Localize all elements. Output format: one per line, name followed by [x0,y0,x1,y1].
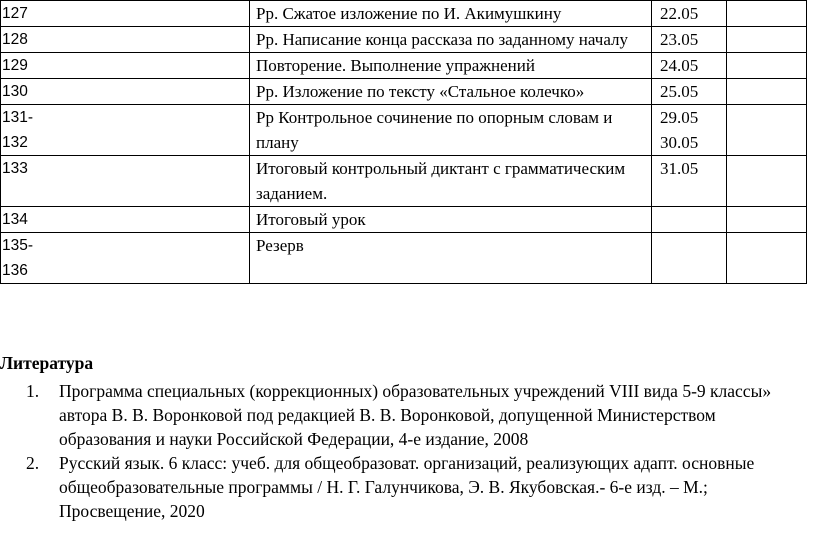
lesson-number-cell [1,53,250,79]
lesson-date-cell [652,1,727,27]
lesson-number: 128 [2,31,28,48]
literature-text: Русский язык. 6 класс: учеб. для общеобразоват. организаций, реализующих адапт. основные общеобразовательные программы / Н. Г. Галунчикова, Э. В. Якубовская.- 6-е изд. – М.; Просвещение, 2020 [59,453,755,521]
lesson-date: 29.05 [660,108,699,127]
lesson-number-cell [1,207,250,233]
lesson-note-cell [727,53,807,79]
lesson-topic: Повторение. Выполнение упражнений [250,53,652,79]
lesson-number-cell [1,27,250,53]
lesson-date-cell [652,233,727,284]
lesson-number: 134 [2,211,28,228]
lesson-number: 136 [2,262,28,279]
literature-text: Программа специальных (коррекционных) образовательных учреждений VIII вида 5-9 классы» автора В. В. Воронковой под редакцией В. В. Воронковой, допущенной Министерством образования и науки Российской Федерации, 4-е издание, 2008 [59,381,772,449]
table-row [1,79,807,105]
lesson-number-cell [1,233,250,284]
lesson-topic: Рр. Изложение по тексту «Стальное колечко» [250,79,652,105]
lesson-date: 22.05 [660,4,699,23]
lesson-number: 132 [2,134,28,151]
lesson-number: 131- [2,109,34,126]
table-row [1,105,807,156]
lesson-date: 25.05 [660,82,699,101]
lesson-topic: Итоговый контрольный диктант с грамматическим заданием. [250,156,652,207]
lesson-note-cell [727,105,807,156]
lesson-date: 30.05 [660,133,699,152]
lesson-date-cell [652,53,727,79]
lesson-number-cell [1,1,250,27]
table-row [1,207,807,233]
literature-item [0,379,804,451]
lesson-number-cell [1,79,250,105]
table-row [1,156,807,207]
literature-section [0,351,816,523]
lesson-topic: Рр. Сжатое изложение по И. Акимушкину [250,1,652,27]
lesson-date-cell [652,207,727,233]
lesson-number-cell [1,156,250,207]
lesson-date-cell [652,105,727,156]
literature-title: Литература [0,353,94,373]
lesson-number: 127 [2,5,28,22]
lesson-topic: Рр. Написание конца рассказа по заданному началу [250,27,652,53]
literature-list [0,379,816,523]
list-number: 1. [26,381,40,401]
table-row [1,233,807,284]
lesson-note-cell [727,207,807,233]
lesson-note-cell [727,79,807,105]
table-row [1,27,807,53]
lesson-date: 31.05 [660,159,699,178]
lesson-topic: Рр Контрольное сочинение по опорным словам и плану [250,105,652,156]
lesson-number: 135- [2,237,34,254]
lesson-number-cell [1,105,250,156]
lesson-date-cell [652,79,727,105]
lesson-note-cell [727,1,807,27]
list-number: 2. [26,453,40,473]
table-row [1,1,807,27]
lesson-note-cell [727,233,807,284]
lesson-number: 130 [2,83,28,100]
lesson-number: 129 [2,57,28,74]
lesson-number: 133 [2,160,28,177]
lesson-note-cell [727,156,807,207]
lesson-note-cell [727,27,807,53]
literature-item [0,451,804,523]
lesson-date: 24.05 [660,56,699,75]
lesson-date-cell [652,27,727,53]
lesson-topic: Итоговый урок [250,207,652,233]
table-row [1,53,807,79]
lesson-date: 23.05 [660,30,699,49]
lesson-topic: Резерв [250,233,652,284]
lesson-date-cell [652,156,727,207]
